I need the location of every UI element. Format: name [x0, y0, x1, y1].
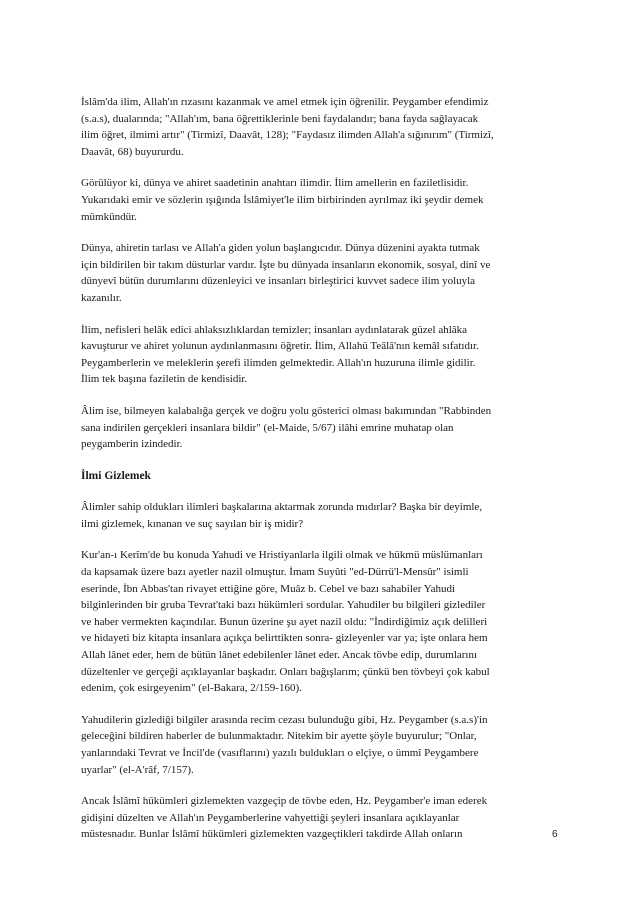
text-line: Dünya, ahiretin tarlası ve Allah'a giden yolun başlangıcıdır. Dünya düzenini ayakta tutmak: [81, 242, 480, 255]
text-line: Yukarıdaki emir ve sözlerin ışığında İslâmiyet'le ilim birbirinden ayrılmaz iki şeydir demek: [81, 193, 484, 206]
text-line: düzeltenler ve gerçeği açıklayanlar başkadır. Onları bağışlarım; çünkü ben tövbeyi çok kabul: [81, 665, 490, 678]
document-body: [81, 94, 567, 858]
paragraph: [81, 403, 567, 453]
text-line: edenim, çok esirgeyenim" (el-Bakara, 2/159-160).: [81, 682, 302, 695]
text-line: (s.a.s), dualarında; "Allah'ım, bana öğrettiklerinle beni faydalandır; bana fayda sağlayacak: [81, 112, 479, 125]
text-line: bilginlerinden bir gruba Tevrat'taki bazı hükümleri sordular. Yahudiler bu bilgileri gizlediler: [81, 599, 486, 612]
text-line: kazanılır.: [81, 291, 122, 304]
text-line: müstesnadır. Bunlar İslâmî hükümleri gizlemekten vazgeçtikleri takdirde Allah onların: [81, 828, 463, 841]
paragraphs-before-heading: [81, 94, 567, 453]
paragraph: [81, 547, 567, 696]
paragraph: [81, 793, 567, 843]
text-line: Allah lânet eder, hem de bütün lânet edebilenler lânet eder. Ancak tövbe edip, durumlarını: [81, 649, 478, 662]
text-line: ve haber vermekten kaçındılar. Bunun üzerine şu ayet nazil oldu: "İndirdiğimiz açık delilleri: [81, 615, 488, 628]
text-line: uyarlar" (el-A'râf, 7/157).: [81, 763, 194, 776]
paragraph: [81, 499, 567, 532]
text-line: ilim öğret, ilmimi artır" (Tirmizî, Daavât, 128); "Faydasız ilimden Allah'a sığınırım" (Tirmizî,: [81, 129, 494, 142]
text-line: İlim, nefisleri helâk edici ahlaksızlıklardan temizler; insanları aydınlatarak güzel ahlâka: [81, 323, 468, 336]
text-line: ve hidayeti biz kitapta insanlara açıkça belirttikten sonra- gizleyenler var ya; işte onlara hem: [81, 632, 488, 645]
paragraph: [81, 712, 567, 778]
text-line: geleceğini bildiren haberler de bulunmaktadır. Nitekim bir ayette şöyle buyurulur; "Onlar,: [81, 730, 477, 743]
text-line: Daavât, 68) buyururdu.: [81, 145, 184, 158]
paragraphs-after-heading: [81, 499, 567, 843]
paragraph: [81, 322, 567, 388]
text-line: peygamberin izindedir.: [81, 438, 183, 451]
text-line: yanlarındaki Tevrat ve İncil'de (vasıflarını) yazılı buldukları o elçiye, o ümmî Peygambere: [81, 747, 479, 759]
text-line: gidişini düzelten ve Allah'ın Peygamberlerine vahyettiği şeyleri insanlara açıklayanlar: [81, 811, 460, 824]
section-heading: İlmi Gizlemek: [81, 469, 151, 482]
text-line: ilmi gizlemek, kınanan ve suç sayılan bir iş midir?: [81, 517, 304, 530]
text-line: Âlimler sahip oldukları ilimleri başkalarına aktarmak zorunda mıdırlar? Başka bir deyimle,: [81, 501, 483, 514]
paragraph: [81, 240, 567, 306]
text-line: Ancak İslâmî hükümleri gizlemekten vazgeçip de tövbe eden, Hz. Peygamber'e iman ederek: [81, 795, 488, 808]
text-line: Görülüyor ki, dünya ve ahiret saadetinin anahtarı ilimdir. İlim amellerin en faziletlisidir.: [81, 177, 469, 190]
text-line: için bildirilen bir takım düsturlar vardır. İşte bu dünyada insanların ekonomik, sosyal, dinî ve: [81, 258, 491, 271]
text-line: İslâm'da ilim, Allah'ın rızasını kazanmak ve amel etmek için öğrenilir. Peygamber efendimiz: [81, 96, 489, 108]
page-number: 6: [552, 829, 558, 840]
text-line: Yahudilerin gizlediği bilgiler arasında recim cezası bulunduğu gibi, Hz. Peygamber (s.a.s)'in: [81, 713, 488, 726]
paragraph: [81, 175, 567, 225]
text-line: dünyevî bütün durumlarını düzenleyici ve insanları birleştirici kuvvet sadece ilim yoluyla: [81, 275, 476, 288]
text-line: Kur'an-ı Kerîm'de bu konuda Yahudi ve Hristiyanlarla ilgili olmak ve hükmü müslümanları: [81, 549, 483, 562]
text-line: Peygamberlerin ve meleklerin şerefi ilimden gelmektedir. Allah'ın huzuruna ilimle gidilir.: [81, 356, 476, 369]
text-line: eserinde, İbn Abbas'tan rivayet ettiğine göre, Muâz b. Cebel ve bazı sahabiler Yahudi: [81, 582, 456, 595]
text-line: İlim tek başına faziletin de kendisidir.: [81, 373, 248, 386]
text-line: da kapsamak üzere bazı ayetler nazil olmuştur. İmam Suyûti "ed-Dürrü'l-Mensûr" isimli: [81, 566, 469, 579]
text-line: sana indirilen gerçekleri insanlara bildir" (el-Maide, 5/67) ilâhi emrine muhatap olan: [81, 421, 454, 434]
text-line: kavuşturur ve ahiret yolunun aydınlanmasını öğretir. İlim, Allahü Teâlâ'nın kemâl sıfatıdır.: [81, 340, 479, 353]
paragraph: [81, 94, 567, 160]
text-line: mümkündür.: [81, 210, 137, 223]
text-line: Âlim ise, bilmeyen kalabalığa gerçek ve doğru yolu gösterici olması bakımından "Rabbinden: [81, 404, 492, 417]
